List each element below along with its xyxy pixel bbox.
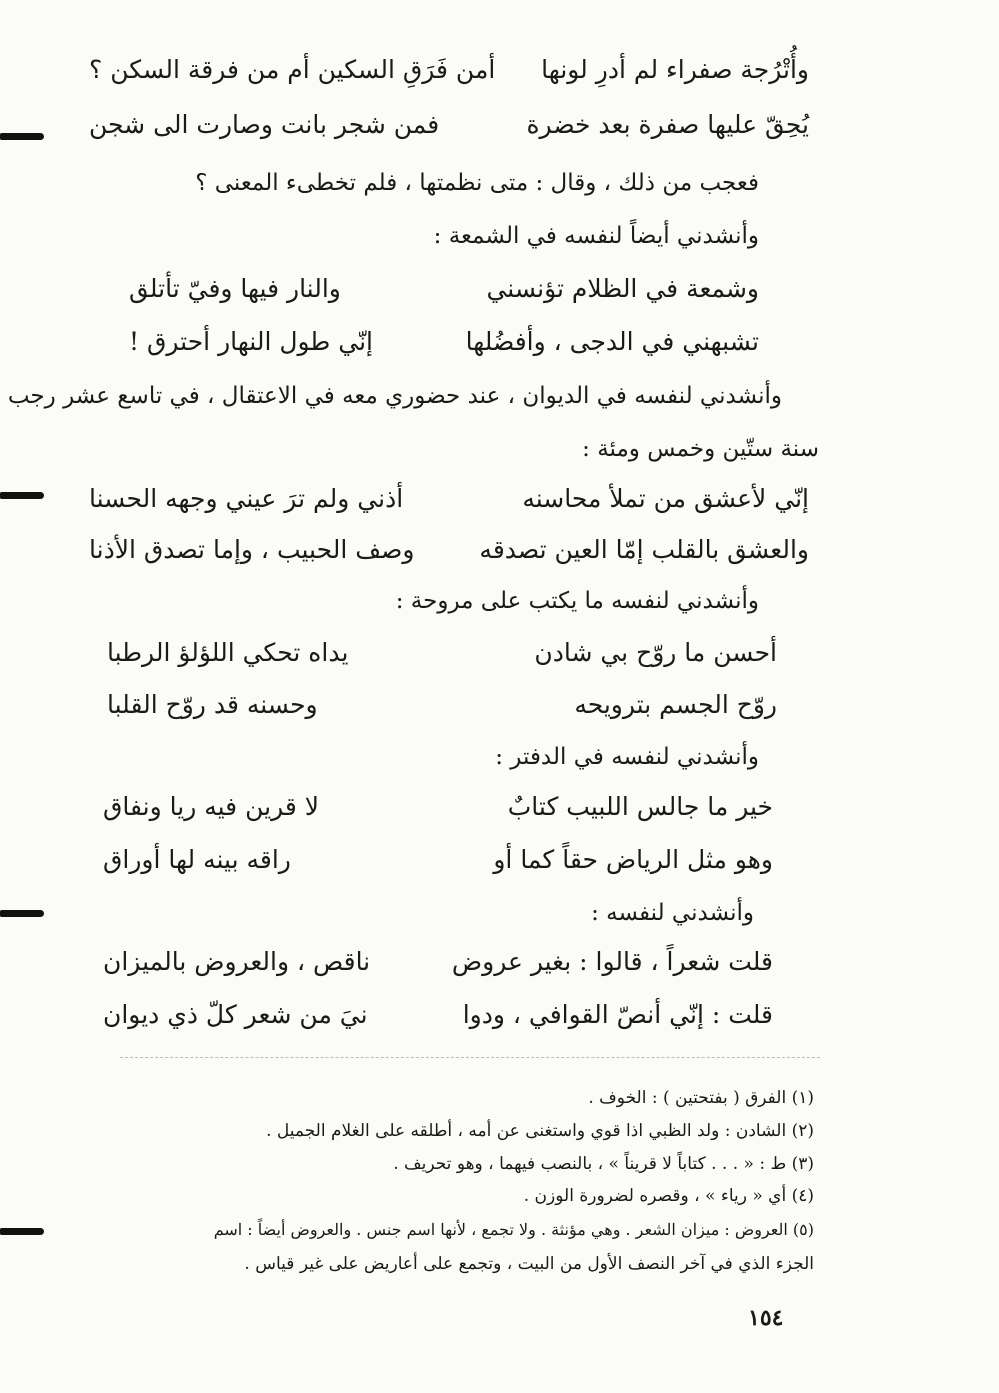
- prose-line: وأنشدني أيضاً لنفسه في الشمعة :: [433, 223, 759, 249]
- verse-second-hemistich: وصف الحبيب ، وإما تصدق الأذنا: [89, 535, 415, 564]
- verse-first-hemistich: قلت شعراً ، قالوا : بغير عروض: [451, 947, 773, 976]
- verse-line: [129, 327, 759, 363]
- prose-line: وأنشدني لنفسه :: [591, 900, 754, 926]
- verse-first-hemistich: قلت : إنّي أنصّ القوافي ، ودوا: [462, 1000, 773, 1029]
- verse-line: [89, 55, 809, 91]
- verse-second-hemistich: أمن فَرَقِ السكين أم من فرقة السكن ؟: [89, 55, 496, 84]
- footnote: (٣) ط : « . . . كتاباً لا قريناً » ، بالنصب فيهما ، وهو تحريف .: [393, 1154, 814, 1174]
- verse-second-hemistich: أذني ولم ترَ عيني وجهه الحسنا: [89, 484, 404, 513]
- verse-line: [89, 484, 809, 520]
- verse-first-hemistich: يُحِقّ عليها صفرة بعد خضرة: [526, 110, 809, 139]
- verse-line: [103, 845, 773, 881]
- footnote: الجزء الذي في آخر النصف الأول من البيت ، وتجمع على أعاريض على غير قياس .: [244, 1254, 814, 1274]
- verse-line: [129, 274, 759, 310]
- verse-second-hemistich: والنار فيها وفيّ تأتلق: [129, 274, 341, 303]
- footnote: (٥) العروض : ميزان الشعر . وهي مؤنثة . ولا تجمع ، لأنها اسم جنس . والعروض أيضاً : اسم: [213, 1220, 814, 1239]
- verse-second-hemistich: فمن شجر بانت وصارت الى شجن: [89, 110, 440, 139]
- prose-line: وأنشدني لنفسه في الديوان ، عند حضوري معه في الاعتقال ، في تاسع عشر رجب: [7, 383, 782, 409]
- verse-first-hemistich: تشبهني في الدجى ، وأفضُلها: [465, 327, 759, 356]
- verse-second-hemistich: نيَ من شعر كلّ ذي ديوان: [103, 1000, 368, 1029]
- prose-line: وأنشدني لنفسه ما يكتب على مروحة :: [395, 588, 759, 614]
- verse-line: [103, 792, 773, 828]
- verse-second-hemistich: راقه بينه لها أوراق: [103, 845, 291, 874]
- verse-second-hemistich: ناقص ، والعروض بالميزان: [103, 947, 371, 976]
- verse-second-hemistich: إنّي طول النهار أحترق !: [129, 327, 374, 356]
- verse-line: [103, 1000, 773, 1036]
- verse-first-hemistich: وشمعة في الظلام تؤنسني: [486, 274, 759, 303]
- verse-line: [103, 947, 773, 983]
- verse-first-hemistich: والعشق بالقلب إمّا العين تصدقه: [479, 535, 809, 564]
- footnote-divider: [120, 1057, 820, 1058]
- verse-first-hemistich: أحسن ما روّح بي شادن: [534, 638, 777, 667]
- prose-line: وأنشدني لنفسه في الدفتر :: [495, 744, 759, 770]
- footnote: (١) الفرق ( بفتحتين ) : الخوف .: [588, 1088, 814, 1108]
- verse-line: [89, 110, 809, 146]
- verse-first-hemistich: وهو مثل الرياض حقاً كما أو: [493, 845, 773, 874]
- verse-line: [107, 690, 777, 726]
- verse-second-hemistich: لا قرين فيه ريا ونفاق: [103, 792, 320, 821]
- verse-line: [107, 638, 777, 674]
- margin-mark: [0, 492, 44, 499]
- verse-first-hemistich: إنّي لأعشق من تملأ محاسنه: [522, 484, 809, 513]
- verse-first-hemistich: خير ما جالس اللبيب كتابٌ: [507, 792, 773, 821]
- page-number: ١٥٤: [748, 1305, 784, 1331]
- margin-mark: [0, 910, 44, 917]
- margin-mark: [0, 1228, 44, 1235]
- verse-second-hemistich: يداه تحكي اللؤلؤ الرطبا: [107, 638, 349, 667]
- margin-mark: [0, 133, 44, 140]
- prose-line: فعجب من ذلك ، وقال : متى نظمتها ، فلم تخطىء المعنى ؟: [195, 170, 759, 196]
- verse-first-hemistich: وأُتْرُجة صفراء لم أدرِ لونها: [541, 55, 809, 84]
- footnote: (٤) أي « رياء » ، وقصره لضرورة الوزن .: [523, 1186, 814, 1206]
- verse-first-hemistich: روّح الجسم بترويحه: [574, 690, 777, 719]
- footnote: (٢) الشادن : ولد الظبي اذا قوي واستغنى عن أمه ، أطلقه على الغلام الجميل .: [266, 1121, 814, 1141]
- verse-line: [89, 535, 809, 571]
- prose-line: سنة ستّين وخمس ومئة :: [582, 436, 819, 462]
- verse-second-hemistich: وحسنه قد روّح القلبا: [107, 690, 318, 719]
